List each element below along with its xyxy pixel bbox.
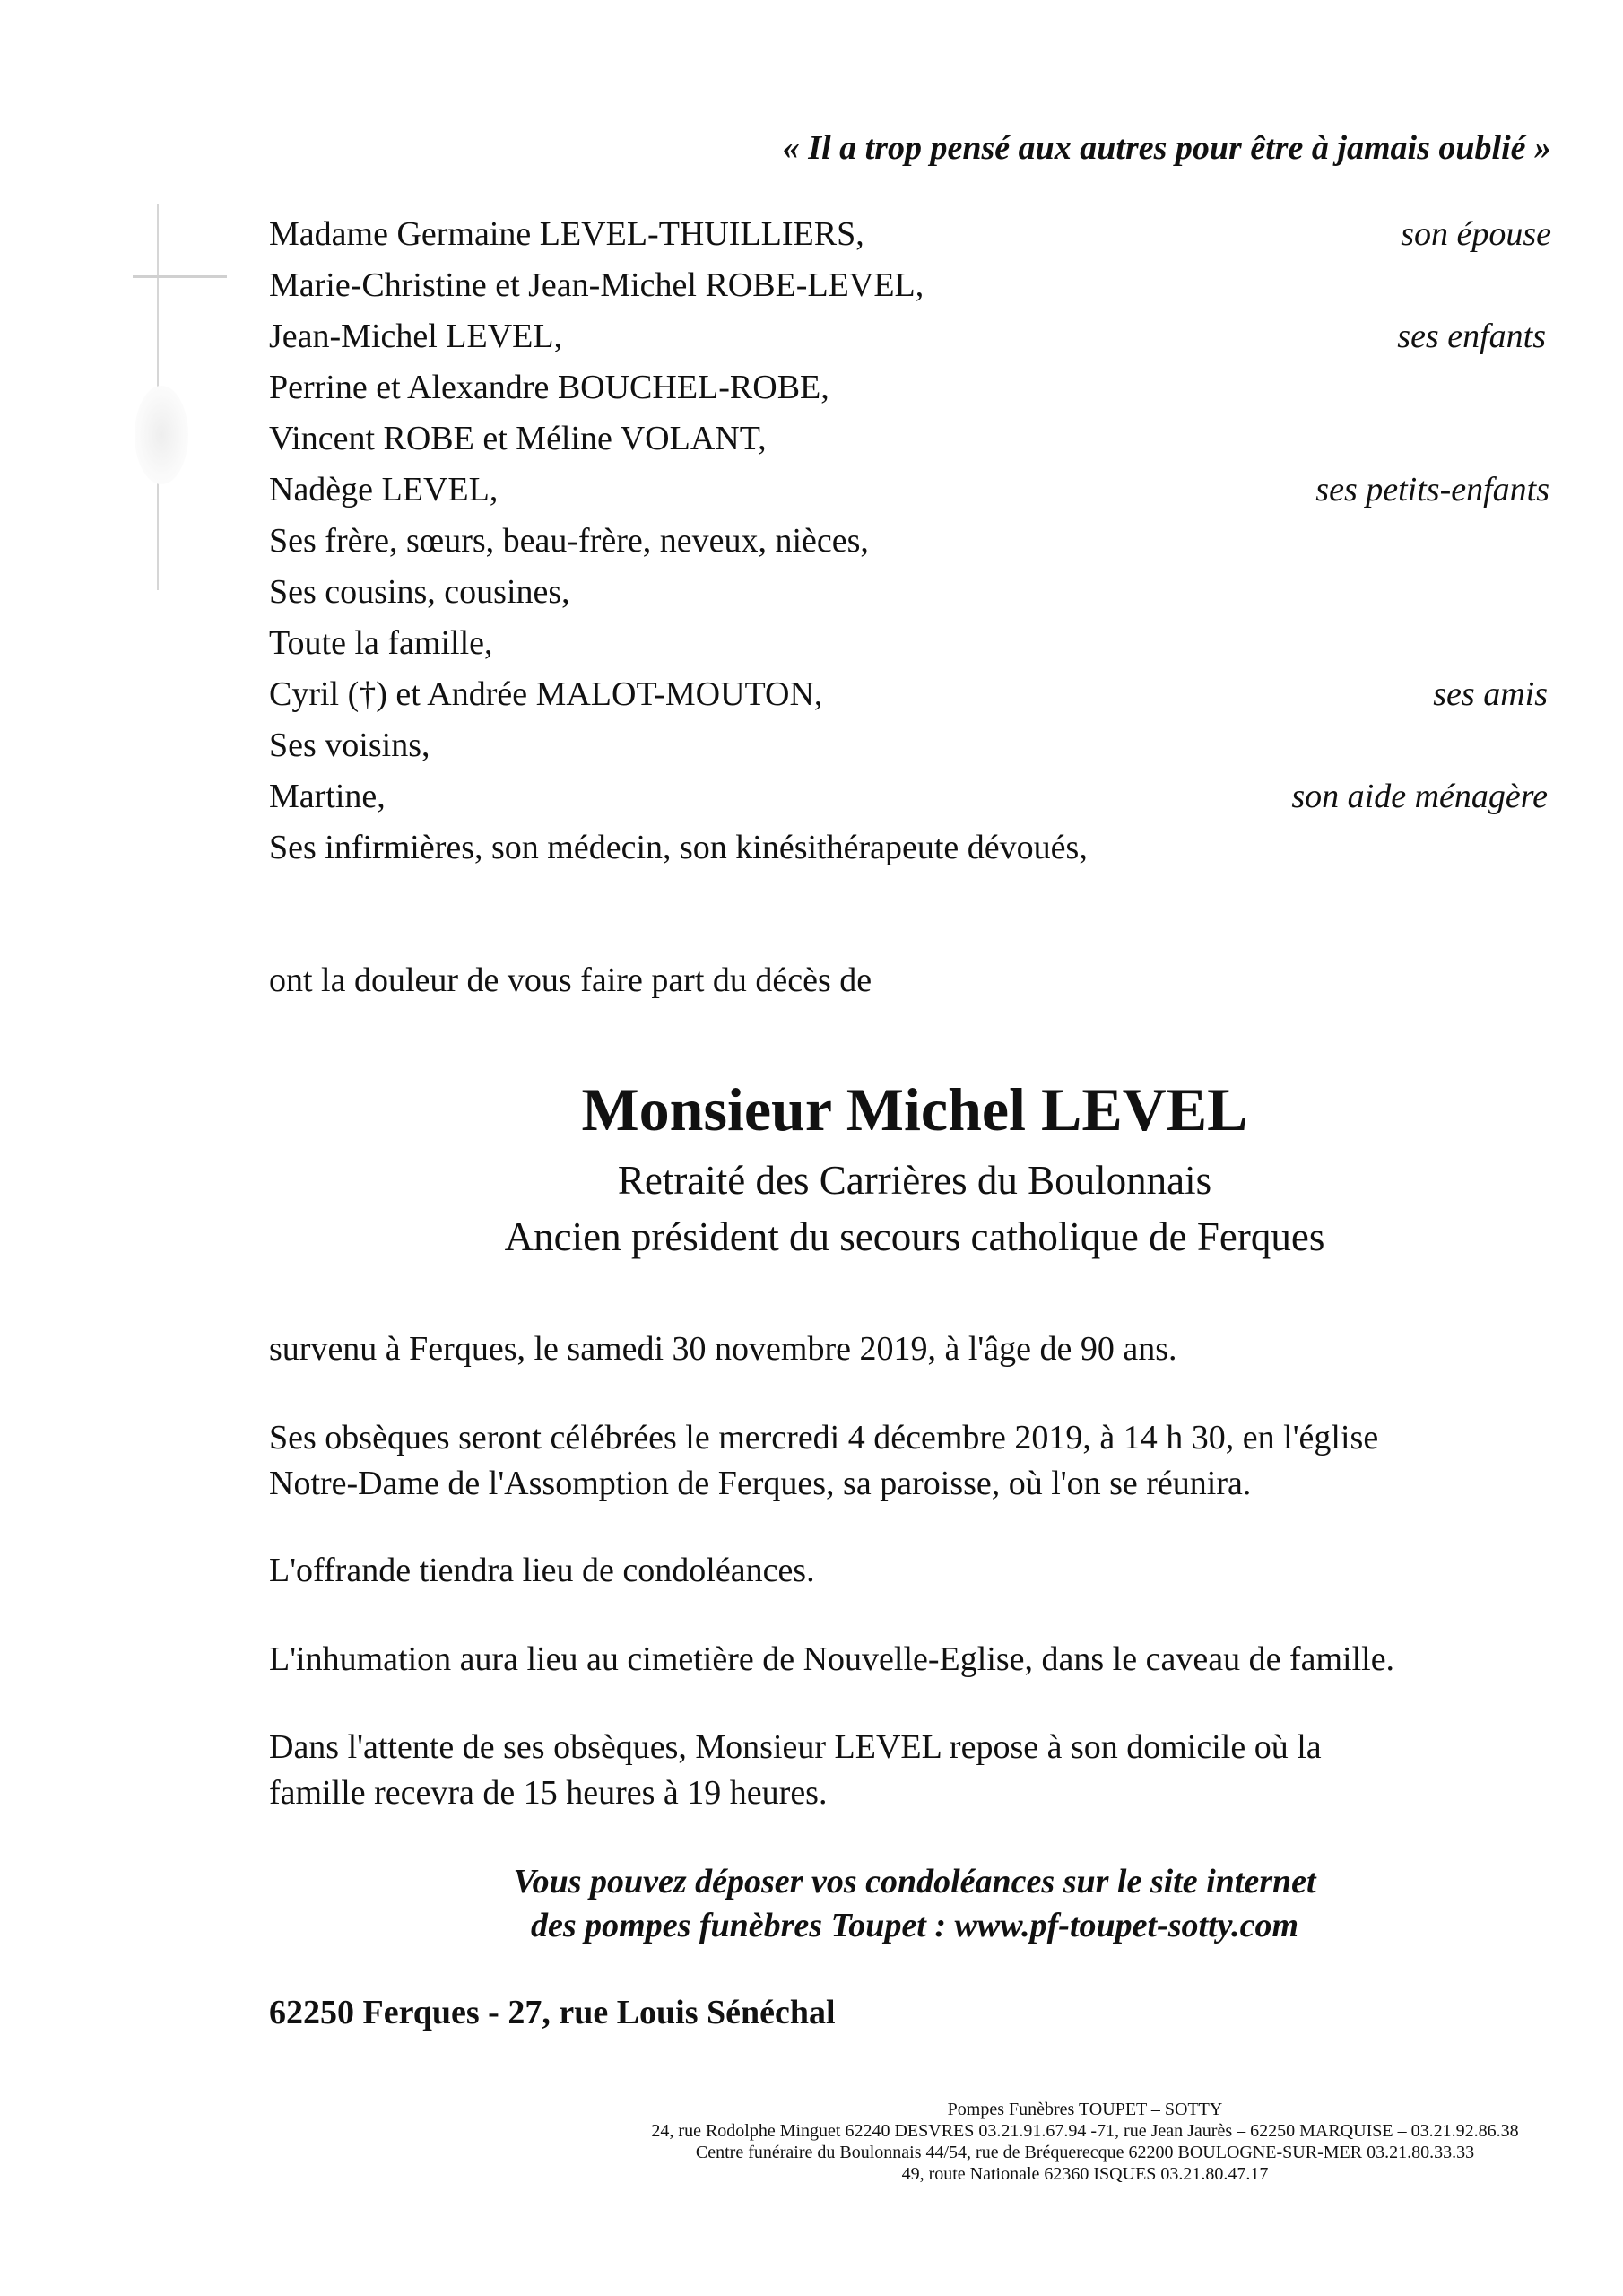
announcement: ont la douleur de vous faire part du décès de xyxy=(269,961,872,999)
dove-watermark xyxy=(135,386,188,484)
family-relation: ses petits-enfants xyxy=(1315,471,1549,509)
family-name: Perrine et Alexandre BOUCHEL-ROBE, xyxy=(269,369,829,406)
cross-horizontal xyxy=(133,275,227,278)
condolences-line-1: Vous pouvez déposer vos condoléances sur le site internet xyxy=(513,1863,1316,1900)
family-name: Jean-Michel LEVEL, xyxy=(269,317,563,355)
family-name: Ses cousins, cousines, xyxy=(269,573,570,611)
family-name: Cyril (†) et Andrée MALOT-MOUTON, xyxy=(269,675,823,713)
rest-info-1: Dans l'attente de ses obsèques, Monsieur LEVEL repose à son domicile où la xyxy=(269,1728,1322,1766)
family-name: Vincent ROBE et Méline VOLANT, xyxy=(269,420,767,457)
rest-info-2: famille recevra de 15 heures à 19 heures. xyxy=(269,1774,828,1812)
deceased-name: Monsieur Michel LEVEL xyxy=(581,1075,1248,1144)
family-name: Ses frère, sœurs, beau-frère, neveux, nièces, xyxy=(269,522,869,560)
funeral-info-1: Ses obsèques seront célébrées le mercredi 4 décembre 2019, à 14 h 30, en l'église xyxy=(269,1419,1379,1457)
family-name: Martine, xyxy=(269,778,386,815)
family-name: Toute la famille, xyxy=(269,624,493,662)
family-relation: ses enfants xyxy=(1397,317,1546,355)
family-name: Ses voisins, xyxy=(269,726,430,764)
deceased-title-1: Retraité des Carrières du Boulonnais xyxy=(617,1158,1212,1203)
footer-line-2: Centre funéraire du Boulonnais 44/54, rue de Bréquerecque 62200 BOULOGNE-SUR-MER 03.21.80.33.33 xyxy=(695,2143,1475,2162)
family-relation: ses amis xyxy=(1433,675,1548,713)
family-name: Nadège LEVEL, xyxy=(269,471,499,509)
home-address: 62250 Ferques - 27, rue Louis Sénéchal xyxy=(269,1994,836,2031)
footer-line-3: 49, route Nationale 62360 ISQUES 03.21.80.47.17 xyxy=(901,2164,1269,2184)
footer-company: Pompes Funèbres TOUPET – SOTTY xyxy=(947,2100,1223,2119)
family-relation: son épouse xyxy=(1401,215,1551,253)
funeral-info-2: Notre-Dame de l'Assomption de Ferques, sa paroisse, où l'on se réunira. xyxy=(269,1465,1252,1502)
death-info: survenu à Ferques, le samedi 30 novembre 2019, à l'âge de 90 ans. xyxy=(269,1330,1177,1368)
family-name: Madame Germaine LEVEL-THUILLIERS, xyxy=(269,215,864,253)
footer-line-1: 24, rue Rodolphe Minguet 62240 DESVRES 03.21.91.67.94 -71, rue Jean Jaurès – 62250 MARQUISE – 03.21.92.86.38 xyxy=(651,2121,1519,2141)
burial-info: L'inhumation aura lieu au cimetière de Nouvelle-Eglise, dans le caveau de famille. xyxy=(269,1640,1395,1678)
condolences-line-2[interactable]: des pompes funèbres Toupet : www.pf-toupet-sotty.com xyxy=(530,1907,1299,1944)
offering-info: L'offrande tiendra lieu de condoléances. xyxy=(269,1552,815,1589)
family-name: Ses infirmières, son médecin, son kinésithérapeute dévoués, xyxy=(269,829,1088,866)
family-name: Marie-Christine et Jean-Michel ROBE-LEVEL, xyxy=(269,266,924,304)
quote: « Il a trop pensé aux autres pour être à jamais oublié » xyxy=(782,129,1551,167)
deceased-title-2: Ancien président du secours catholique de Ferques xyxy=(504,1214,1325,1259)
family-relation: son aide ménagère xyxy=(1291,778,1548,815)
